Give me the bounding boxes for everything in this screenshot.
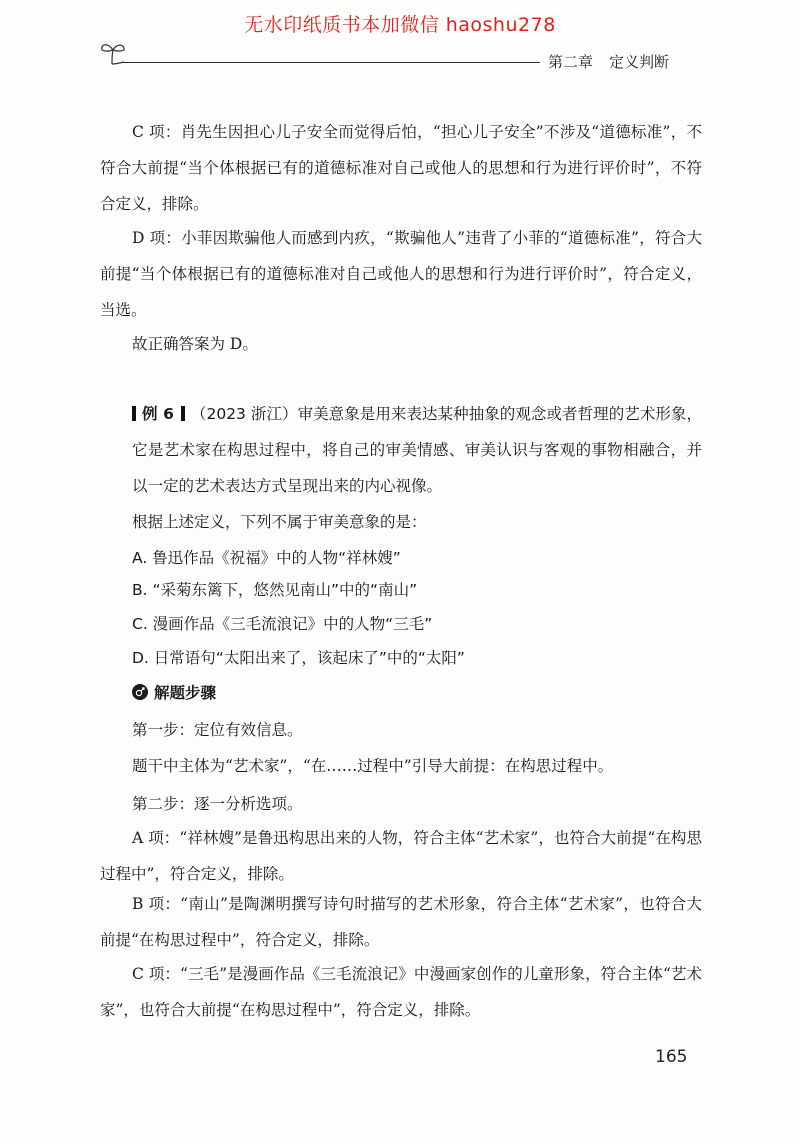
example-bar-right	[181, 406, 185, 421]
steps-heading	[132, 681, 216, 703]
steps-icon	[132, 684, 148, 700]
solution-subject: 题干中主体为“艺术家”，“在……过程中”引导大前提：在构思过程中。	[132, 757, 614, 775]
example-paragraph	[132, 396, 702, 504]
solution-option-a: A 项：“祥林嫂”是鲁迅构思出来的人物，符合主体“艺术家”，也符合大前提“在构思过程中”，符合定义，排除。	[100, 829, 702, 883]
example-bar-left	[132, 406, 136, 421]
chapter-heading	[548, 51, 708, 72]
page-number: 165	[655, 1047, 688, 1067]
example-label: 例 6	[142, 405, 174, 423]
option-d: D. 日常语句“太阳出来了，该起床了”中的“太阳”	[132, 649, 465, 667]
sprout-icon	[98, 38, 128, 68]
question-stem: 根据上述定义，下列不属于审美意象的是：	[132, 513, 427, 531]
paragraph-answer: 故正确答案为 D。	[132, 335, 258, 353]
paragraph-option-c: C 项：肖先生因担心儿子安全而觉得后怕，“担心儿子安全”不涉及“道德标准”，不符合大前提“当个体根据已有的道德标准对自己或他人的思想和行为进行评价时”，不符合定义，排除。	[100, 123, 702, 213]
solution-step-1: 第一步：定位有效信息。	[132, 721, 303, 739]
option-a: A. 鲁迅作品《祝福》中的人物“祥林嫂”	[132, 549, 401, 567]
chapter-number: 第二章	[548, 53, 594, 71]
solution-option-b: B 项：“南山”是陶渊明撰写诗句时描写的艺术形象，符合主体“艺术家”，也符合大前提“在构思过程中”，符合定义，排除。	[100, 895, 702, 949]
chapter-title: 定义判断	[609, 53, 670, 71]
paragraph-option-d: D 项：小菲因欺骗他人而感到内疚，“欺骗他人”违背了小菲的“道德标准”，符合大前提“当个体根据已有的道德标准对自己或他人的思想和行为进行评价时”，符合定义，当选。	[100, 229, 702, 319]
steps-title: 解题步骤	[154, 684, 217, 702]
solution-option-c: C 项：“三毛”是漫画作品《三毛流浪记》中漫画家创作的儿童形象，符合主体“艺术家”，也符合大前提“在构思过程中”，符合定义，排除。	[100, 965, 702, 1019]
solution-step-2: 第二步：逐一分析选项。	[132, 795, 303, 813]
option-b: B. “采菊东篱下，悠然见南山”中的“南山”	[132, 581, 418, 599]
watermark-text: 无水印纸质书本加微信 haoshu278	[244, 14, 556, 36]
option-c: C. 漫画作品《三毛流浪记》中的人物“三毛”	[132, 615, 433, 633]
example-text: （2023 浙江）审美意象是用来表达某种抽象的观念或者哲理的艺术形象，它是艺术家在构思过程中，将自己的审美情感、审美认识与客观的事物相融合，并以一定的艺术表达方式呈现出来的内心视像。	[132, 405, 702, 495]
header-rule	[122, 62, 540, 63]
